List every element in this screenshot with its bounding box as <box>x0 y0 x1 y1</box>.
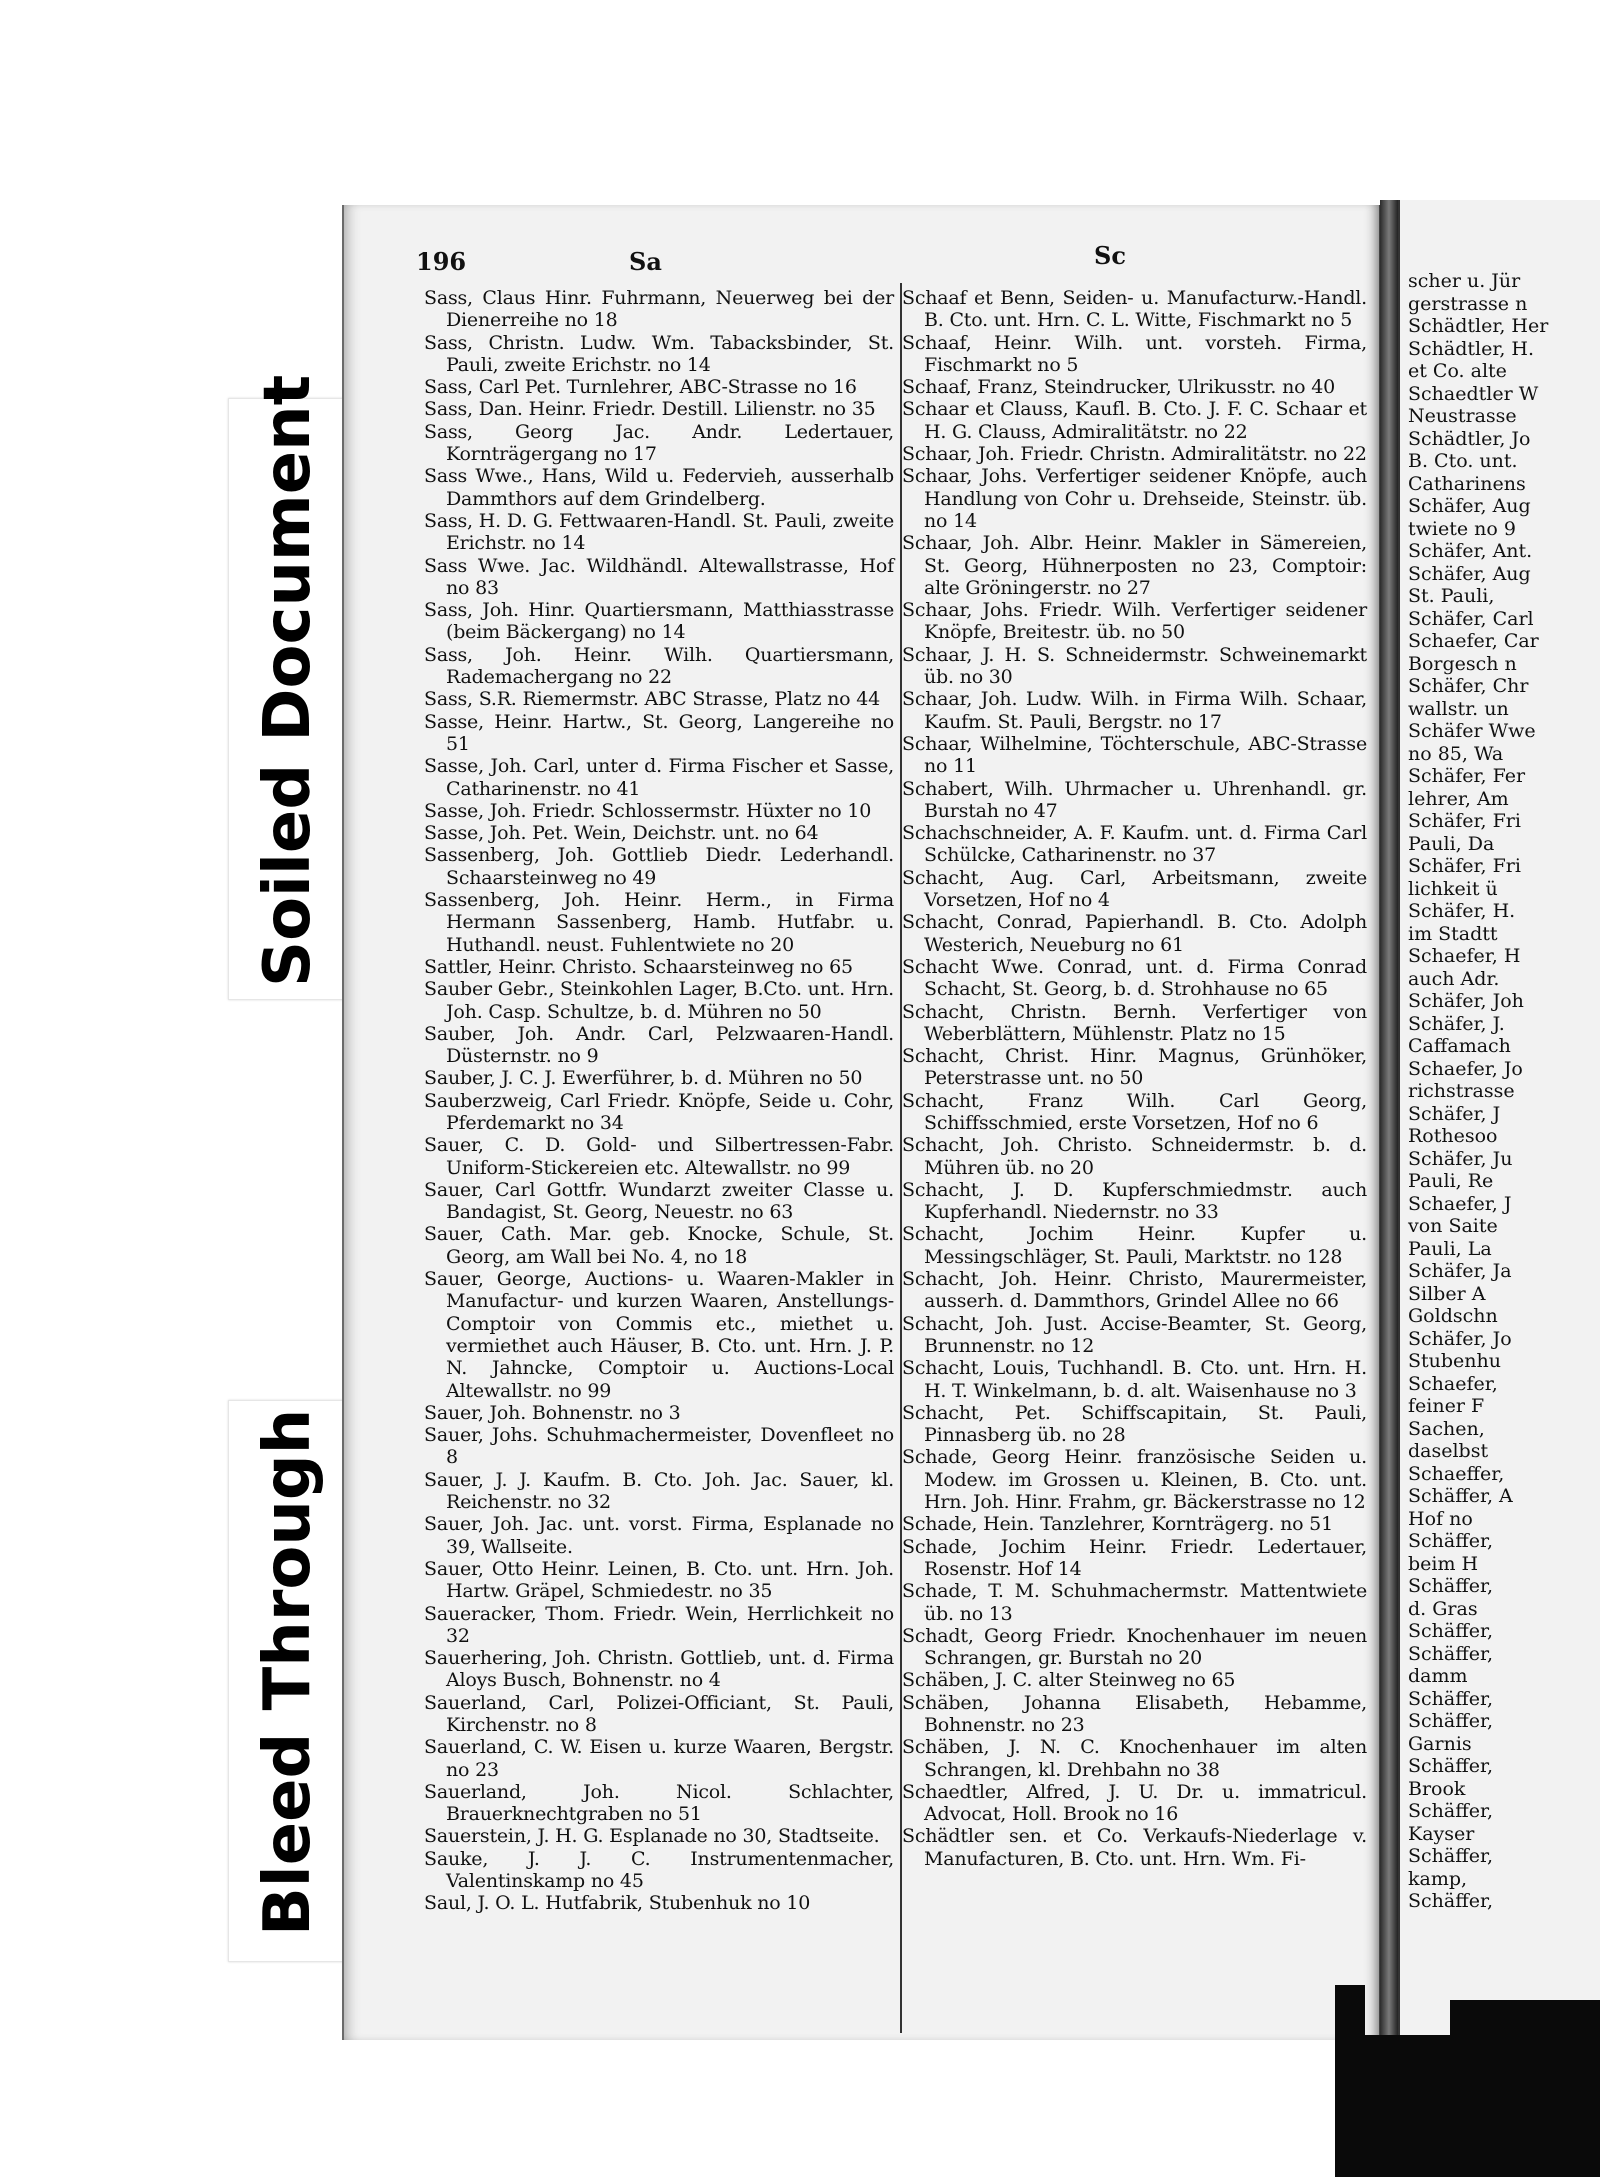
directory-entry: Schaeffer, <box>1408 1462 1505 1485</box>
directory-entry: Sass, Joh. Heinr. Wilh. Quartiersmann, Rademachergang no 22 <box>424 643 894 689</box>
directory-entry: Schaefer, Jo <box>1408 1057 1523 1080</box>
directory-entry: Schacht, Pet. Schiffscapitain, St. Pauli, Pinnasberg üb. no 28 <box>902 1401 1367 1447</box>
directory-entry: Schaefer, <box>1408 1372 1498 1395</box>
directory-entry: Sauber Gebr., Steinkohlen Lager, B.Cto. unt. Hrn. Joh. Casp. Schultze, b. d. Mühren no 50 <box>424 978 894 1023</box>
directory-entry: Schabert, Wilh. Uhrmacher u. Uhrenhandl. gr. Burstah no 47 <box>902 777 1367 822</box>
directory-entry: Schädtler, Her <box>1408 315 1549 337</box>
directory-entry: Schaar et Clauss, Kaufl. B. Cto. J. F. C. Schaar et H. G. Clauss, Admiralitätstr. no 22 <box>902 398 1367 443</box>
directory-entry: Schäben, J. N. C. Knochenhauer im alten Schrangen, kl. Drehbahn no 38 <box>902 1736 1367 1781</box>
directory-entry: Sauer, George, Auctions- u. Waaren-Makler in Manufactur- und kurzen Waaren, Anstellungs-Comptoir von Commis etc., miethet u. vermiethet auch Häuser, B. Cto. unt. Hrn. J. P. N. Jahncke, Comptoir u. Auctions-Local Altewallstr. no 99 <box>424 1268 894 1402</box>
directory-entry: Sasse, Heinr. Hartw., St. Georg, Langereihe no 51 <box>424 710 894 755</box>
directory-entry: scher u. Jür <box>1408 270 1521 292</box>
directory-entry: Schacht, Christ. Hinr. Magnus, Grünhöker, Peterstrasse unt. no 50 <box>902 1045 1367 1090</box>
directory-entry: Schäffer, <box>1408 1800 1493 1822</box>
directory-entry: twiete no 9 <box>1408 517 1516 540</box>
directory-entry: Schäffer, <box>1408 1642 1493 1665</box>
directory-entry: feiner F <box>1408 1395 1485 1417</box>
directory-entry: Schacht, Conrad, Papierhandl. B. Cto. Adolph Westerich, Neueburg no 61 <box>902 911 1367 956</box>
directory-entry: gerstrasse n <box>1408 292 1528 315</box>
directory-entry: Schacht, Joh. Christo. Schneidermstr. b. d. Mühren üb. no 20 <box>902 1134 1367 1179</box>
directory-entry: Caffamach <box>1408 1035 1511 1057</box>
directory-entry: Schaar, Joh. Friedr. Christn. Admiralitätstr. no 22 <box>902 443 1367 466</box>
directory-entry: Sass, Claus Hinr. Fuhrmann, Neuerweg bei der Dienerreihe no 18 <box>424 287 894 332</box>
directory-entry: Schaedtler, Alfred, J. U. Dr. u. immatricul. Advocat, Holl. Brook no 16 <box>902 1780 1367 1826</box>
scan-shadow <box>1335 2035 1600 2177</box>
directory-entry: Schäfer, Joh <box>1408 990 1524 1012</box>
directory-entry: Sauer, C. D. Gold- und Silbertressen-Fabr. Uniform-Stickereien etc. Altewallstr. no 99 <box>424 1134 894 1179</box>
middle-column <box>902 287 1367 1870</box>
directory-entry: Schäffer, <box>1408 1530 1493 1552</box>
directory-entry: Sauke, J. J. C. Instrumentenmacher, Valentinskamp no 45 <box>424 1847 894 1893</box>
directory-entry: Brook <box>1408 1777 1466 1800</box>
directory-entry: St. Pauli, <box>1408 585 1495 607</box>
directory-entry: Schade, Hein. Tanzlehrer, Kornträgerg. no 51 <box>902 1513 1333 1536</box>
directory-entry: no 85, Wa <box>1408 742 1504 765</box>
directory-entry: Sass, S.R. Riemermstr. ABC Strasse, Platz no 44 <box>424 688 880 711</box>
directory-entry: Schäffer, <box>1408 1620 1493 1642</box>
directory-entry: Sauer, Johs. Schuhmachermeister, Dovenfleet no 8 <box>424 1424 894 1469</box>
directory-entry: Schäfer, Fri <box>1408 810 1521 832</box>
directory-entry: Schäfer, J. <box>1408 1012 1505 1035</box>
directory-entry: Sauerland, C. W. Eisen u. kurze Waaren, Bergstr. no 23 <box>424 1736 894 1781</box>
directory-entry: Catharinens <box>1408 472 1526 495</box>
directory-entry: Schäfer, Carl <box>1408 607 1534 630</box>
directory-entry: Sauer, Carl Gottfr. Wundarzt zweiter Classe u. Bandagist, St. Georg, Neuestr. no 63 <box>424 1178 894 1224</box>
directory-entry: Sauerhering, Joh. Christn. Gottlieb, unt. d. Firma Aloys Busch, Bohnenstr. no 4 <box>424 1647 894 1692</box>
directory-entry: Sauer, J. J. Kaufm. B. Cto. Joh. Jac. Sauer, kl. Reichenstr. no 32 <box>424 1468 894 1514</box>
directory-entry: Sass, Georg Jac. Andr. Ledertauer, Kornträgergang no 17 <box>424 420 894 466</box>
directory-entry: Schädtler sen. et Co. Verkaufs-Niederlage v. Manufacturen, B. Cto. unt. Hrn. Wm. Fi- <box>902 1825 1367 1870</box>
directory-entry: Kayser <box>1408 1822 1475 1845</box>
directory-entry: Schäben, Johanna Elisabeth, Hebamme, Bohnenstr. no 23 <box>902 1691 1367 1736</box>
directory-entry: Schaar, Wilhelmine, Töchterschule, ABC-Strasse no 11 <box>902 732 1367 778</box>
directory-entry: Sauber, J. C. J. Ewerführer, b. d. Mühren no 50 <box>424 1067 863 1090</box>
left-column <box>424 287 894 1915</box>
directory-entry: im Stadtt <box>1408 922 1498 945</box>
directory-entry: Schaefer, J <box>1408 1192 1512 1215</box>
directory-entry: Sachen, <box>1408 1417 1485 1440</box>
directory-entry: Schäffer, A <box>1408 1485 1513 1507</box>
directory-entry: Schaaf, Heinr. Wilh. unt. vorsteh. Firma, Fischmarkt no 5 <box>902 331 1367 376</box>
soiled-document-label: Soiled Document <box>251 374 325 987</box>
directory-page <box>342 205 1382 2040</box>
directory-entry: Pauli, Da <box>1408 832 1495 855</box>
directory-entry: Schäfer, Ju <box>1408 1147 1513 1170</box>
directory-entry: Schäffer, <box>1408 1845 1493 1867</box>
directory-entry: Schacht, Christn. Bernh. Verfertiger von Weberblättern, Mühlenstr. Platz no 15 <box>902 1000 1367 1045</box>
directory-entry: Sassenberg, Joh. Heinr. Herm., in Firma Hermann Sassenberg, Hamb. Hutfabr. u. Huthandl. neust. Fuhlentwiete no 20 <box>424 889 894 956</box>
directory-entry: Sauer, Otto Heinr. Leinen, B. Cto. unt. Hrn. Joh. Hartw. Gräpel, Schmiedestr. no 35 <box>424 1557 894 1603</box>
directory-entry: Sassenberg, Joh. Gottlieb Diedr. Lederhandl. Schaarsteinweg no 49 <box>424 844 894 889</box>
directory-entry: Schäffer, <box>1408 1890 1493 1912</box>
directory-entry: lichkeit ü <box>1408 877 1498 900</box>
directory-entry: Schacht, Aug. Carl, Arbeitsmann, zweite Vorsetzen, Hof no 4 <box>902 866 1367 912</box>
directory-entry: Schaar, J. H. S. Schneidermstr. Schweinemarkt üb. no 30 <box>902 643 1367 689</box>
directory-entry: Saueracker, Thom. Friedr. Wein, Herrlichkeit no 32 <box>424 1602 894 1647</box>
directory-entry: Schacht, Louis, Tuchhandl. B. Cto. unt. Hrn. H. H. T. Winkelmann, b. d. alt. Waisenhause no 3 <box>902 1357 1367 1402</box>
directory-entry: Sattler, Heinr. Christo. Schaarsteinweg no 65 <box>424 955 853 978</box>
directory-entry: B. Cto. unt. <box>1408 450 1518 472</box>
directory-entry: Schäfer, J <box>1408 1102 1501 1125</box>
directory-entry: Goldschn <box>1408 1305 1498 1327</box>
directory-entry: Schade, T. M. Schuhmachermstr. Mattentwiete üb. no 13 <box>902 1580 1367 1625</box>
directory-entry: beim H <box>1408 1552 1479 1575</box>
directory-entry: Schaefer, H <box>1408 945 1521 967</box>
page-number: 196 <box>416 247 467 276</box>
directory-entry: Schädtler, H. <box>1408 337 1535 360</box>
directory-entry: auch Adr. <box>1408 967 1500 990</box>
directory-entry: Neustrasse <box>1408 405 1517 427</box>
directory-entry: Schacht, Franz Wilh. Carl Georg, Schiffsschmied, erste Vorsetzen, Hof no 6 <box>902 1089 1367 1134</box>
bleed-through-tab <box>228 1400 350 1962</box>
directory-entry: Schäfer, H. <box>1408 900 1516 922</box>
directory-entry: Schäffer, <box>1408 1710 1493 1732</box>
directory-entry: et Co. alte <box>1408 360 1507 382</box>
directory-entry: Schacht, J. D. Kupferschmiedmstr. auch Kupferhandl. Niedernstr. no 33 <box>902 1178 1367 1224</box>
directory-entry: Saul, J. O. L. Hutfabrik, Stubenhuk no 10 <box>424 1892 811 1915</box>
directory-entry: Schadt, Georg Friedr. Knochenhauer im neuen Schrangen, gr. Burstah no 20 <box>902 1624 1367 1670</box>
directory-entry: Schäfer, Fer <box>1408 765 1526 787</box>
directory-entry: Sauerland, Joh. Nicol. Schlachter, Brauerknechtgraben no 51 <box>424 1780 894 1826</box>
directory-entry: Sass, Dan. Heinr. Friedr. Destill. Lilienstr. no 35 <box>424 398 876 421</box>
directory-entry: Rothesoo <box>1408 1125 1498 1147</box>
directory-entry: lehrer, Am <box>1408 787 1509 810</box>
directory-entry: Sass, Carl Pet. Turnlehrer, ABC-Strasse no 16 <box>424 376 857 399</box>
directory-entry: Schäfer, Aug <box>1408 562 1531 585</box>
directory-entry: Schäffer, <box>1408 1755 1493 1777</box>
directory-entry: Schäfer, Ant. <box>1408 540 1533 562</box>
soiled-document-tab <box>228 374 350 1000</box>
right-heading: Sc <box>1094 241 1126 270</box>
directory-entry: Schäffer, <box>1408 1687 1493 1710</box>
directory-entry: Sass, Joh. Hinr. Quartiersmann, Matthiasstrasse (beim Bäckergang) no 14 <box>424 599 894 644</box>
directory-entry: Sauberzweig, Carl Friedr. Knöpfe, Seide u. Cohr, Pferdemarkt no 34 <box>424 1089 894 1134</box>
directory-entry: Sauerland, Carl, Polizei-Officiant, St. Pauli, Kirchenstr. no 8 <box>424 1691 894 1736</box>
directory-entry: Schäben, J. C. alter Steinweg no 65 <box>902 1669 1236 1692</box>
directory-entry: Schäfer, Aug <box>1408 495 1531 517</box>
directory-entry: Sasse, Joh. Pet. Wein, Deichstr. unt. no 64 <box>424 822 819 845</box>
directory-entry: Pauli, Re <box>1408 1170 1494 1192</box>
directory-entry: Schäffer, <box>1408 1575 1493 1597</box>
scan-shadow <box>1450 2000 1600 2035</box>
directory-entry: Pauli, La <box>1408 1237 1492 1260</box>
directory-entry: Silber A <box>1408 1282 1486 1305</box>
directory-entry: Schachschneider, A. F. Kaufm. unt. d. Firma Carl Schülcke, Catharinenstr. no 37 <box>902 822 1367 867</box>
directory-entry: damm <box>1408 1665 1468 1687</box>
directory-entry: Schade, Jochim Heinr. Friedr. Ledertauer, Rosenstr. Hof 14 <box>902 1535 1367 1580</box>
directory-entry: Schade, Georg Heinr. französische Seiden u. Modew. im Grossen u. Kleinen, B. Cto. unt. Hrn. Joh. Hinr. Frahm, gr. Bäckerstrasse no 12 <box>902 1446 1367 1514</box>
directory-entry: Sass, Christn. Ludw. Wm. Tabacksbinder, St. Pauli, zweite Erichstr. no 14 <box>424 331 894 376</box>
directory-entry: Garnis <box>1408 1732 1472 1755</box>
directory-entry: Schaedtler W <box>1408 382 1539 405</box>
directory-entry: Schaar, Johs. Friedr. Wilh. Verfertiger seidener Knöpfe, Breitestr. üb. no 50 <box>902 599 1367 644</box>
directory-entry: Schäfer, Jo <box>1408 1327 1512 1350</box>
next-page-fragment <box>1398 200 1600 2040</box>
directory-entry: Schaar, Johs. Verfertiger seidener Knöpfe, auch Handlung von Cohr u. Drehseide, Steinstr. üb. no 14 <box>902 465 1367 532</box>
directory-entry: daselbst <box>1408 1440 1489 1462</box>
directory-entry: wallstr. un <box>1408 697 1509 720</box>
bleed-through-label: Bleed Through <box>251 1408 325 1936</box>
directory-entry: Schädtler, Jo <box>1408 427 1531 450</box>
directory-entry: Borgesch n <box>1408 652 1517 675</box>
directory-entry: Sauerstein, J. H. G. Esplanade no 30, Stadtseite. <box>424 1825 880 1848</box>
directory-entry: Sasse, Joh. Friedr. Schlossermstr. Hüxter no 10 <box>424 799 872 822</box>
directory-entry: Sauber, Joh. Andr. Carl, Pelzwaaren-Handl. Düsternstr. no 9 <box>424 1022 894 1068</box>
directory-entry: Schaefer, Car <box>1408 630 1539 652</box>
directory-entry: Schacht, Joh. Just. Accise-Beamter, St. Georg, Brunnenstr. no 12 <box>902 1312 1367 1357</box>
directory-entry: kamp, <box>1408 1867 1468 1890</box>
directory-entry: Schacht, Jochim Heinr. Kupfer u. Messingschläger, St. Pauli, Marktstr. no 128 <box>902 1223 1367 1268</box>
directory-entry: d. Gras <box>1408 1597 1478 1620</box>
directory-entry: Schäfer, Ja <box>1408 1260 1512 1282</box>
directory-entry: Schacht Wwe. Conrad, unt. d. Firma Conrad Schacht, St. Georg, b. d. Strohhause no 65 <box>902 955 1367 1001</box>
directory-entry: richstrasse <box>1408 1080 1515 1102</box>
directory-entry: Schäfer, Chr <box>1408 675 1529 697</box>
directory-entry: Schaar, Joh. Ludw. Wilh. in Firma Wilh. Schaar, Kaufm. St. Pauli, Bergstr. no 17 <box>902 688 1367 733</box>
directory-entry: Schaar, Joh. Albr. Heinr. Makler in Sämereien, St. Georg, Hühnerposten no 23, Comptoir: alte Gröningerstr. no 27 <box>902 532 1367 599</box>
directory-entry: Sass, H. D. G. Fettwaaren-Handl. St. Pauli, zweite Erichstr. no 14 <box>424 509 894 555</box>
directory-entry: Schaaf, Franz, Steindrucker, Ulrikusstr. no 40 <box>902 376 1335 399</box>
directory-entry: Sauer, Joh. Bohnenstr. no 3 <box>424 1401 681 1424</box>
book-gutter <box>1380 200 1398 2060</box>
directory-entry: von Saite <box>1408 1215 1498 1237</box>
directory-entry: Schaaf et Benn, Seiden- u. Manufacturw.-Handl. B. Cto. unt. Hrn. C. L. Witte, Fischmarkt no 5 <box>902 287 1367 332</box>
directory-entry: Sauer, Cath. Mar. geb. Knocke, Schule, St. Georg, am Wall bei No. 4, no 18 <box>424 1223 894 1268</box>
directory-entry: Schäfer, Fri <box>1408 855 1521 877</box>
directory-entry: Sasse, Joh. Carl, unter d. Firma Fischer et Sasse, Catharinenstr. no 41 <box>424 755 894 800</box>
directory-entry: Sass Wwe., Hans, Wild u. Federvieh, ausserhalb Dammthors auf dem Grindelberg. <box>424 465 894 510</box>
directory-entry: Stubenhu <box>1408 1350 1502 1372</box>
directory-entry: Sauer, Joh. Jac. unt. vorst. Firma, Esplanade no 39, Wallseite. <box>424 1513 894 1558</box>
directory-entry: Schacht, Joh. Heinr. Christo, Maurermeister, ausserh. d. Dammthors, Grindel Allee no 66 <box>902 1268 1367 1313</box>
directory-entry: Sass Wwe. Jac. Wildhändl. Altewallstrasse, Hof no 83 <box>424 554 894 599</box>
directory-entry: Schäfer Wwe <box>1408 720 1536 742</box>
directory-entry: Hof no <box>1408 1507 1473 1530</box>
left-heading: Sa <box>629 247 662 276</box>
right-fragment-column <box>1408 270 1600 1913</box>
scan-margin <box>0 0 40 2177</box>
